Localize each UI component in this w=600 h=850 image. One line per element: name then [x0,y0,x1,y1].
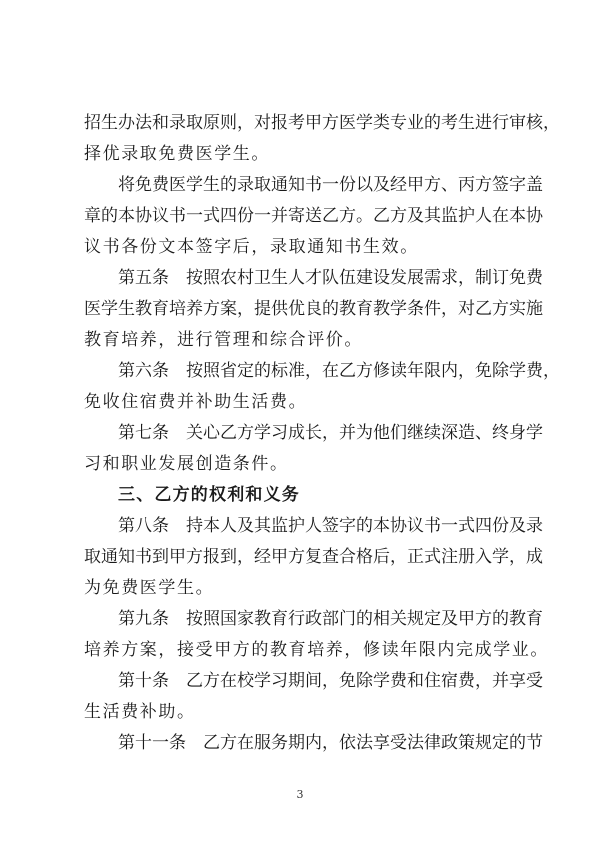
document-body [84,108,560,759]
text-line: 取通知书到甲方报到，经甲方复查合格后，正式注册入学，成 [84,547,543,567]
text-line: 生活费补助。 [84,702,196,722]
text-line: 章的本协议书一式四份一并寄送乙方。乙方及其监护人在本协 [84,206,543,226]
section-heading: 三、乙方的权利和义务 [118,485,300,505]
text-line: 第六条 按照省定的标准，在乙方修读年限内，免除学费， [118,361,560,381]
text-line: 第五条 按照农村卫生人才队伍建设发展需求，制订免费 [118,268,543,288]
text-line: 培养方案，接受甲方的教育培养，修读年限内完成学业。 [84,640,549,660]
text-line: 第八条 持本人及其监护人签字的本协议书一式四份及录 [118,516,543,536]
text-line: 习和职业发展创造条件。 [84,454,289,474]
text-line: 第十条 乙方在校学习期间，免除学费和住宿费，并享受 [118,671,543,691]
text-line: 医学生教育培养方案，提供优良的教育教学条件，对乙方实施 [84,299,543,319]
text-line: 为免费医学生。 [84,578,215,598]
text-line: 第十一条 乙方在服务期内，依法享受法律政策规定的节 [118,733,543,753]
text-line: 第七条 关心乙方学习成长，并为他们继续深造、终身学 [118,423,543,443]
text-line: 择优录取免费医学生。 [84,144,270,164]
text-line: 招生办法和录取原则，对报考甲方医学类专业的考生进行审核， [84,113,560,133]
text-line: 免收住宿费并补助生活费。 [84,392,308,412]
text-line: 教育培养，进行管理和综合评价。 [84,330,363,350]
text-line: 议书各份文本签字后，录取通知书生效。 [84,237,419,257]
page-number: 3 [296,788,304,801]
text-line: 将免费医学生的录取通知书一份以及经甲方、丙方签字盖 [118,175,543,195]
text-line: 第九条 按照国家教育行政部门的相关规定及甲方的教育 [118,609,543,629]
